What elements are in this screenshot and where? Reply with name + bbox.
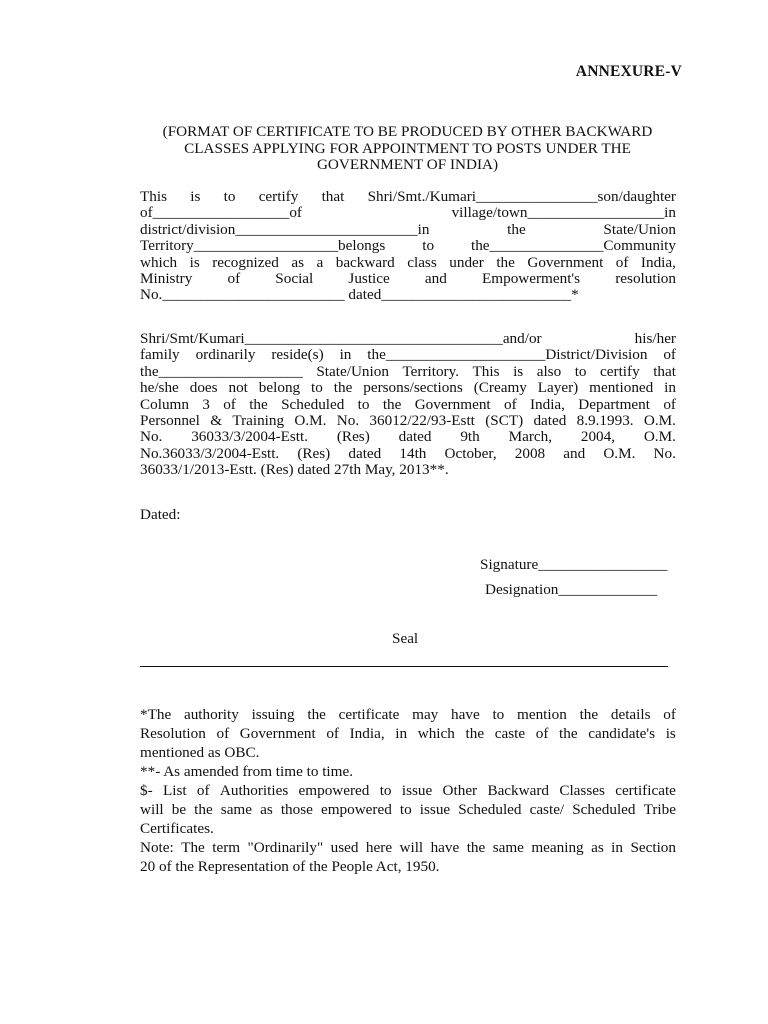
word: Training bbox=[232, 411, 285, 429]
word: Scheduled bbox=[458, 801, 522, 818]
word: Personnel bbox=[140, 411, 200, 429]
word: the___________________ bbox=[140, 362, 303, 380]
word: as bbox=[291, 253, 304, 271]
word: a bbox=[316, 253, 324, 271]
word: and bbox=[563, 444, 586, 462]
word: Shri/Smt/Kumari__________________________________and/or bbox=[140, 330, 542, 347]
residence-paragraph bbox=[140, 331, 676, 479]
text-line bbox=[140, 380, 676, 396]
word: in bbox=[611, 839, 623, 856]
footnote-line bbox=[140, 800, 676, 819]
word: India, bbox=[529, 395, 565, 413]
word: "Ordinarily" bbox=[247, 839, 324, 856]
word: issue bbox=[401, 782, 433, 799]
word: issue bbox=[419, 801, 451, 818]
word: have bbox=[451, 706, 480, 723]
word: (Res) bbox=[297, 444, 331, 462]
word: that bbox=[653, 362, 676, 380]
word: 36033/3/2004-Estt. bbox=[191, 428, 309, 446]
word: will bbox=[399, 839, 424, 856]
word: the bbox=[307, 706, 326, 723]
word: The bbox=[181, 839, 205, 856]
word: the_______________Community bbox=[470, 237, 676, 255]
footnote-line: mentioned as OBC. bbox=[140, 744, 260, 761]
word: Government bbox=[414, 395, 491, 413]
word: October, bbox=[444, 444, 497, 462]
word: to bbox=[379, 782, 392, 799]
title-line: GOVERNMENT OF INDIA) bbox=[316, 156, 499, 173]
text-line bbox=[140, 413, 676, 429]
word: class bbox=[407, 253, 437, 271]
word: same bbox=[220, 801, 252, 818]
word: which bbox=[417, 725, 455, 742]
word: O.M. bbox=[643, 428, 676, 446]
word: dated bbox=[398, 428, 432, 446]
word: the bbox=[507, 220, 526, 238]
horizontal-divider bbox=[140, 666, 668, 667]
word: empowered bbox=[298, 782, 370, 799]
word: O.M. bbox=[643, 411, 676, 429]
word: used bbox=[330, 839, 359, 856]
word: No.36033/3/2004-Estt. bbox=[140, 444, 280, 462]
word: of bbox=[615, 253, 629, 271]
signature-line: Signature_________________ bbox=[480, 556, 668, 573]
word: persons/sections bbox=[363, 379, 463, 397]
word: is bbox=[665, 725, 676, 742]
word: of bbox=[196, 782, 210, 799]
word: will bbox=[140, 801, 164, 818]
word: be bbox=[171, 801, 187, 818]
text-line: No.________________________ dated_________________________* bbox=[140, 286, 579, 304]
word: here bbox=[365, 839, 393, 856]
word: dated bbox=[348, 444, 382, 462]
word: recognized bbox=[212, 253, 279, 271]
word: caste bbox=[494, 725, 526, 742]
word: empowered bbox=[320, 801, 392, 818]
word: O.M. bbox=[603, 444, 636, 462]
word: as bbox=[260, 801, 273, 818]
footnote-line bbox=[140, 705, 676, 724]
word: belong bbox=[258, 379, 301, 397]
word: to bbox=[574, 362, 587, 380]
word: No. bbox=[336, 411, 360, 429]
word: Department bbox=[578, 395, 650, 413]
word: of bbox=[663, 346, 676, 364]
word: caste/ bbox=[529, 801, 565, 818]
word: (SCT) bbox=[485, 411, 524, 429]
word: is bbox=[190, 188, 201, 205]
text-line bbox=[140, 189, 676, 205]
text-line bbox=[140, 205, 676, 221]
word: of bbox=[503, 395, 517, 413]
footnote-line: 20 of the Representation of the People Act, 1950. bbox=[140, 858, 440, 875]
footnotes bbox=[140, 705, 676, 876]
word: the_____________________District/Division bbox=[367, 346, 648, 364]
word: 36012/22/93-Estt bbox=[369, 411, 475, 429]
word: certificate bbox=[615, 782, 676, 799]
word: No. bbox=[140, 428, 163, 446]
word: to bbox=[399, 801, 412, 818]
word: the bbox=[249, 395, 268, 413]
text-line bbox=[140, 238, 676, 254]
word: same bbox=[492, 839, 524, 856]
word: district/division________________________in bbox=[140, 220, 430, 238]
word: does bbox=[189, 379, 218, 397]
word: Section bbox=[630, 839, 676, 856]
word: have bbox=[430, 839, 460, 856]
word: India, bbox=[640, 253, 676, 271]
word: certify bbox=[258, 188, 299, 205]
word: dated bbox=[533, 411, 567, 429]
word: he/she bbox=[140, 379, 179, 397]
word: of bbox=[216, 725, 230, 742]
word: Government bbox=[527, 253, 604, 271]
text-line bbox=[140, 255, 676, 271]
word: 9th bbox=[460, 428, 480, 446]
word: Resolution bbox=[140, 725, 206, 742]
word: (Res) bbox=[336, 428, 370, 446]
word: under bbox=[449, 253, 484, 271]
word: the bbox=[559, 725, 578, 742]
text-line: 36033/1/2013-Estt. (Res) dated 27th May, 2013**. bbox=[140, 461, 449, 479]
word: of bbox=[223, 395, 236, 413]
annexure-heading: ANNEXURE-V bbox=[575, 63, 682, 80]
word: No. bbox=[653, 444, 676, 462]
word: issuing bbox=[251, 706, 295, 723]
word: Layer) bbox=[537, 379, 579, 397]
word: Column bbox=[140, 395, 189, 413]
word: term bbox=[212, 839, 241, 856]
word: also bbox=[536, 362, 562, 380]
word: to bbox=[492, 706, 505, 723]
word: that bbox=[321, 188, 345, 205]
word: the bbox=[333, 379, 353, 397]
word: 8.9.1993. bbox=[576, 411, 634, 429]
word: Ministry bbox=[140, 269, 193, 287]
word: Authorities bbox=[219, 782, 289, 799]
word: This bbox=[140, 188, 168, 205]
word: March, bbox=[508, 428, 553, 446]
word: of bbox=[535, 725, 549, 742]
designation-line: Designation_____________ bbox=[485, 581, 658, 598]
word: to bbox=[311, 379, 323, 397]
certification-paragraph bbox=[140, 189, 676, 304]
word: (Creamy bbox=[473, 379, 527, 397]
word: This bbox=[472, 362, 500, 380]
word: of bbox=[227, 269, 241, 287]
word: Social bbox=[275, 269, 314, 287]
word: State/Union bbox=[316, 362, 389, 380]
word: Classes bbox=[559, 782, 605, 799]
word: *The bbox=[140, 706, 172, 723]
word: Backward bbox=[487, 782, 550, 799]
word: and bbox=[424, 269, 447, 287]
word: of bbox=[326, 725, 339, 742]
word: the bbox=[194, 801, 213, 818]
word: in bbox=[395, 725, 408, 742]
word: as bbox=[591, 839, 604, 856]
word: village/town__________________in bbox=[451, 204, 676, 222]
word: certify bbox=[600, 362, 640, 380]
word: 14th bbox=[399, 444, 427, 462]
word: State/Union bbox=[603, 220, 676, 238]
certificate-title bbox=[140, 124, 675, 174]
word: List bbox=[162, 782, 187, 799]
word: Scheduled bbox=[281, 395, 345, 413]
word: family bbox=[140, 346, 180, 364]
word: the bbox=[382, 395, 402, 413]
word: candidate's bbox=[588, 725, 656, 742]
footnote-line: **- As amended from time to time. bbox=[140, 763, 354, 780]
word: his/her bbox=[634, 330, 676, 347]
word: India, bbox=[349, 725, 385, 742]
word: the bbox=[465, 725, 485, 742]
word: of__________________of bbox=[140, 204, 302, 222]
word: mentioned bbox=[589, 379, 654, 397]
word: which bbox=[140, 253, 178, 271]
word: reside(s) bbox=[271, 346, 324, 364]
footnote-line: Certificates. bbox=[140, 820, 214, 837]
word: the bbox=[579, 706, 599, 723]
word: in bbox=[664, 379, 676, 397]
word: 2008 bbox=[514, 444, 546, 462]
title-line: CLASSES APPLYING FOR APPOINTMENT TO POSTS UNDER THE bbox=[184, 139, 631, 157]
word: 3 bbox=[202, 395, 210, 413]
word: in bbox=[339, 346, 352, 364]
word: details bbox=[610, 706, 651, 723]
footnote-line bbox=[140, 724, 676, 743]
word: O.M. bbox=[294, 411, 327, 429]
word: meaning bbox=[531, 839, 584, 856]
word: Shri/Smt./Kumari________________son/daughter bbox=[367, 188, 676, 205]
word: not bbox=[228, 379, 248, 397]
word: Territory. bbox=[402, 362, 460, 380]
word: to bbox=[422, 237, 435, 255]
word: ordinarily bbox=[195, 346, 256, 364]
word: Empowerment's bbox=[482, 269, 581, 287]
word: of bbox=[663, 706, 676, 723]
text-line bbox=[140, 364, 676, 380]
word: 2004, bbox=[580, 428, 616, 446]
word: backward bbox=[335, 253, 395, 271]
word: is bbox=[189, 253, 200, 271]
footnote-line bbox=[140, 838, 676, 857]
word: Justice bbox=[348, 269, 390, 287]
word: the bbox=[466, 839, 486, 856]
word: the bbox=[496, 253, 515, 271]
word: & bbox=[210, 411, 223, 429]
text-line bbox=[140, 347, 676, 363]
text-line bbox=[140, 446, 676, 462]
seal-label: Seal bbox=[392, 630, 419, 647]
word: may bbox=[412, 706, 439, 723]
dated-label: Dated: bbox=[140, 506, 181, 523]
word: Territory___________________belongs bbox=[140, 237, 386, 255]
text-line bbox=[140, 397, 676, 413]
text-line bbox=[140, 429, 676, 445]
word: mention bbox=[517, 706, 567, 723]
text-line bbox=[140, 271, 676, 287]
word: Note: bbox=[140, 839, 174, 856]
word: is bbox=[513, 362, 524, 380]
word: Scheduled bbox=[572, 801, 636, 818]
text-line bbox=[140, 331, 676, 347]
text-line bbox=[140, 222, 676, 238]
word: of bbox=[663, 395, 676, 413]
word: to bbox=[223, 188, 236, 205]
word: certificate bbox=[338, 706, 400, 723]
word: those bbox=[280, 801, 313, 818]
word: resolution bbox=[615, 269, 676, 287]
footnote-line bbox=[140, 781, 676, 800]
word: $- bbox=[140, 782, 153, 799]
word: Government bbox=[239, 725, 316, 742]
word: to bbox=[357, 395, 370, 413]
word: Tribe bbox=[643, 801, 676, 818]
word: Other bbox=[442, 782, 478, 799]
word: authority bbox=[183, 706, 239, 723]
title-line: (FORMAT OF CERTIFICATE TO BE PRODUCED BY OTHER BACKWARD bbox=[162, 123, 653, 140]
